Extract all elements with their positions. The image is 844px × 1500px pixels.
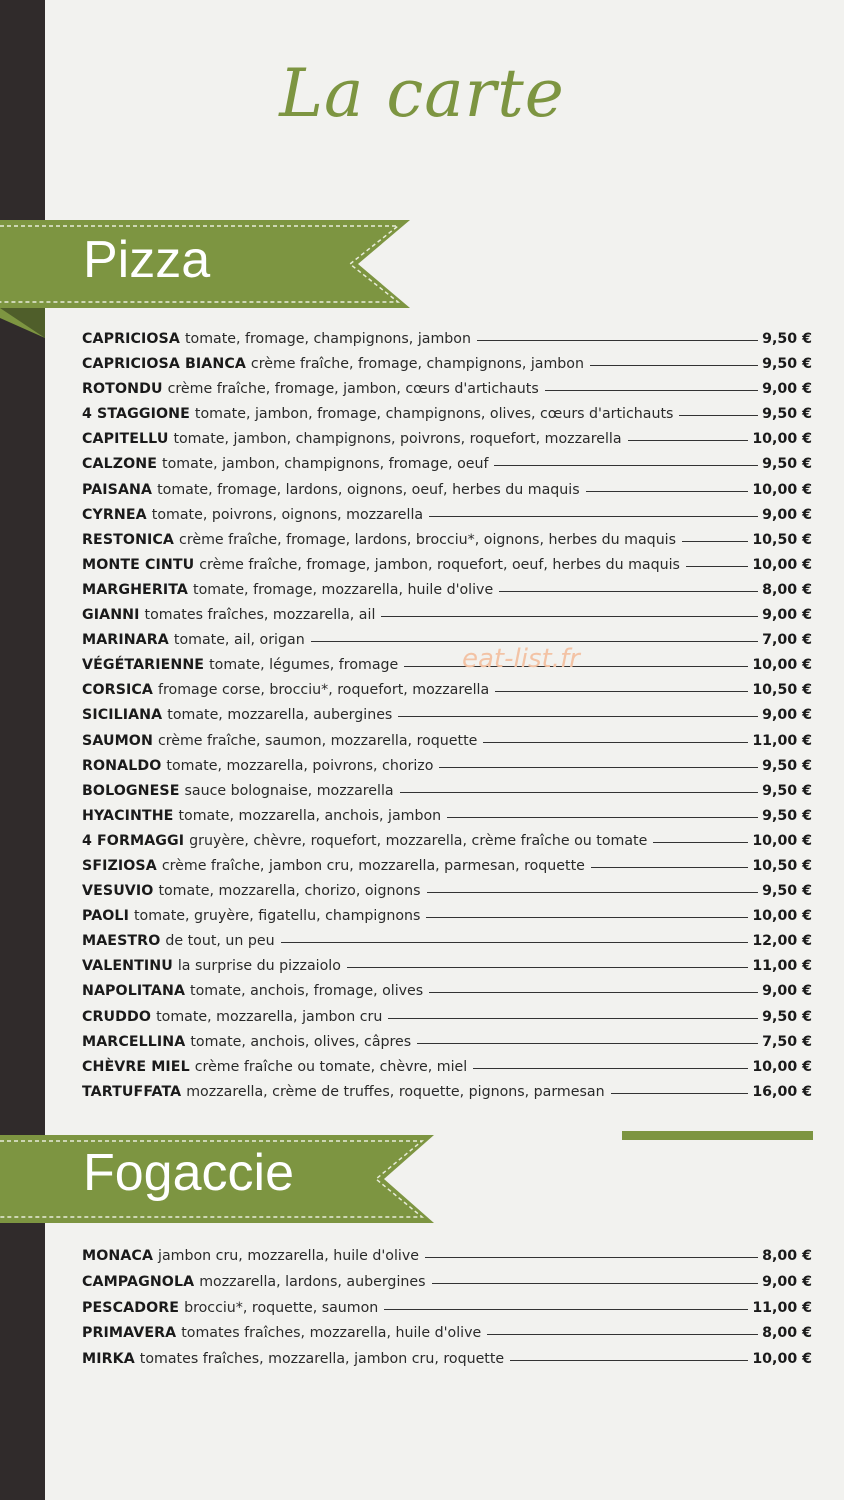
- leader-line: [483, 742, 748, 743]
- leader-line: [653, 842, 748, 843]
- item-description: tomate, légumes, fromage: [209, 657, 399, 674]
- menu-item: [82, 733, 812, 758]
- item-name: MAESTRO: [82, 933, 161, 950]
- item-name: CRUDDO: [82, 1008, 152, 1025]
- leader-line: [611, 1093, 749, 1094]
- pizza-menu-list: [82, 331, 812, 1109]
- menu-item: [82, 1009, 812, 1034]
- item-description: brocciu*, roquette, saumon: [184, 1299, 379, 1316]
- item-name: BOLOGNESE: [82, 782, 180, 799]
- item-price: 11,00 €: [752, 732, 812, 749]
- menu-item: [82, 1034, 812, 1059]
- item-description: tomate, gruyère, figatellu, champignons: [133, 908, 421, 925]
- menu-item: [82, 758, 812, 783]
- item-name: RESTONICA: [82, 531, 175, 548]
- item-name: VESUVIO: [82, 883, 154, 900]
- leader-line: [477, 340, 758, 341]
- item-description: crème fraîche, jambon cru, mozzarella, parmesan, roquette: [161, 857, 585, 874]
- item-name: VÉGÉTARIENNE: [82, 657, 205, 674]
- item-name: PRIMAVERA: [82, 1325, 177, 1342]
- item-name: 4 STAGGIONE: [82, 406, 190, 423]
- page-title: La carte: [279, 55, 565, 132]
- item-price: 9,50 €: [762, 356, 812, 373]
- item-name: CORSICA: [82, 682, 153, 699]
- item-description: crème fraîche ou tomate, chèvre, miel: [194, 1058, 468, 1075]
- item-price: 9,50 €: [762, 782, 812, 799]
- item-name: VALENTINU: [82, 958, 173, 975]
- menu-item: [82, 557, 812, 582]
- item-description: tomate, mozzarella, anchois, jambon: [178, 807, 442, 824]
- leader-line: [591, 867, 748, 868]
- item-description: tomates fraîches, mozzarella, ail: [144, 607, 376, 624]
- menu-item: [82, 431, 812, 456]
- item-description: tomate, ail, origan: [173, 632, 305, 649]
- item-price: 10,00 €: [752, 431, 812, 448]
- menu-item: [82, 507, 812, 532]
- menu-item: [82, 1274, 812, 1300]
- item-price: 8,00 €: [762, 1248, 812, 1264]
- item-price: 10,00 €: [752, 657, 812, 674]
- menu-item: [82, 657, 812, 682]
- leader-line: [417, 1043, 758, 1044]
- fogaccie-banner: [0, 1135, 436, 1225]
- item-description: tomate, poivrons, oignons, mozzarella: [151, 506, 424, 523]
- item-description: tomate, mozzarella, chorizo, oignons: [158, 883, 421, 900]
- item-name: SICILIANA: [82, 707, 163, 724]
- divider-line: [622, 1131, 813, 1140]
- watermark: eat-list.fr: [462, 644, 580, 674]
- menu-item: [82, 482, 812, 507]
- menu-item: [82, 958, 812, 983]
- leader-line: [686, 566, 748, 567]
- fogaccie-heading: Fogaccie: [83, 1144, 294, 1202]
- leader-line: [545, 390, 758, 391]
- leader-line: [384, 1309, 748, 1310]
- leader-line: [439, 767, 758, 768]
- leader-line: [487, 1334, 758, 1335]
- item-description: mozzarella, lardons, aubergines: [199, 1273, 426, 1290]
- item-price: 10,00 €: [752, 481, 812, 498]
- menu-item: [82, 783, 812, 808]
- leader-line: [510, 1360, 748, 1361]
- item-description: tomate, jambon, fromage, champignons, olives, cœurs d'artichauts: [194, 406, 674, 423]
- menu-item: [82, 983, 812, 1008]
- item-name: CYRNEA: [82, 506, 147, 523]
- leader-line: [586, 491, 749, 492]
- item-description: crème fraîche, saumon, mozzarella, roquette: [157, 732, 478, 749]
- leader-line: [429, 992, 758, 993]
- item-name: CAPITELLU: [82, 431, 169, 448]
- item-name: CAPRICIOSA: [82, 331, 180, 347]
- item-description: crème fraîche, fromage, lardons, brocciu*, oignons, herbes du maquis: [179, 531, 677, 548]
- item-name: SFIZIOSA: [82, 857, 157, 874]
- item-price: 8,00 €: [762, 1325, 812, 1342]
- menu-item: [82, 582, 812, 607]
- item-description: tomate, fromage, mozzarella, huile d'olive: [193, 581, 494, 598]
- menu-item: [82, 456, 812, 481]
- item-description: de tout, un peu: [165, 933, 275, 950]
- item-name: CAPRICIOSA BIANCA: [82, 356, 246, 373]
- item-price: 10,00 €: [752, 832, 812, 849]
- leader-line: [590, 365, 758, 366]
- leader-line: [447, 817, 758, 818]
- menu-item: [82, 406, 812, 431]
- item-description: crème fraîche, fromage, jambon, roquefort, oeuf, herbes du maquis: [199, 556, 680, 573]
- item-price: 9,00 €: [762, 506, 812, 523]
- item-name: MONTE CINTU: [82, 556, 195, 573]
- item-name: PAOLI: [82, 908, 129, 925]
- leader-line: [429, 516, 758, 517]
- item-description: tomate, anchois, fromage, olives: [190, 983, 424, 1000]
- menu-item: [82, 933, 812, 958]
- menu-item: [82, 607, 812, 632]
- item-description: tomate, jambon, champignons, fromage, oeuf: [162, 456, 489, 473]
- item-description: tomate, fromage, champignons, jambon: [184, 331, 471, 347]
- item-price: 10,00 €: [752, 1351, 812, 1368]
- item-description: tomates fraîches, mozzarella, huile d'olive: [181, 1325, 482, 1342]
- menu-item: [82, 908, 812, 933]
- item-price: 7,00 €: [762, 632, 812, 649]
- item-price: 9,50 €: [762, 1008, 812, 1025]
- item-price: 7,50 €: [762, 1033, 812, 1050]
- leader-line: [388, 1018, 758, 1019]
- leader-line: [347, 967, 748, 968]
- item-name: NAPOLITANA: [82, 983, 186, 1000]
- menu-item: [82, 833, 812, 858]
- item-price: 9,00 €: [762, 381, 812, 398]
- item-price: 10,00 €: [752, 1058, 812, 1075]
- menu-item: [82, 1325, 812, 1351]
- leader-line: [427, 892, 759, 893]
- item-price: 16,00 €: [752, 1083, 812, 1100]
- item-price: 10,50 €: [752, 531, 812, 548]
- item-description: tomate, jambon, champignons, poivrons, roquefort, mozzarella: [173, 431, 622, 448]
- item-name: PESCADORE: [82, 1299, 180, 1316]
- item-price: 10,50 €: [752, 857, 812, 874]
- pizza-heading: Pizza: [83, 231, 211, 289]
- menu-item: [82, 1248, 812, 1274]
- item-description: mozzarella, crème de truffes, roquette, pignons, parmesan: [186, 1083, 605, 1100]
- leader-line: [495, 691, 748, 692]
- item-name: CHÈVRE MIEL: [82, 1058, 190, 1075]
- leader-line: [400, 792, 759, 793]
- item-description: tomates fraîches, mozzarella, jambon cru, roquette: [139, 1351, 505, 1368]
- leader-line: [499, 591, 758, 592]
- item-price: 11,00 €: [752, 958, 812, 975]
- menu-item: [82, 532, 812, 557]
- menu-item: [82, 381, 812, 406]
- item-name: MARCELLINA: [82, 1033, 186, 1050]
- item-description: sauce bolognaise, mozzarella: [184, 782, 394, 799]
- leader-line: [398, 716, 758, 717]
- menu-item: [82, 707, 812, 732]
- item-name: RONALDO: [82, 757, 162, 774]
- menu-item: [82, 1059, 812, 1084]
- pizza-banner: [0, 220, 412, 338]
- item-name: MARGHERITA: [82, 581, 188, 598]
- leader-line: [682, 541, 748, 542]
- item-description: jambon cru, mozzarella, huile d'olive: [158, 1248, 419, 1264]
- menu-item: [82, 1351, 812, 1377]
- item-price: 9,50 €: [762, 456, 812, 473]
- item-description: tomate, mozzarella, jambon cru: [156, 1008, 383, 1025]
- item-price: 10,00 €: [752, 908, 812, 925]
- item-price: 10,50 €: [752, 682, 812, 699]
- item-name: CALZONE: [82, 456, 158, 473]
- item-name: MARINARA: [82, 632, 169, 649]
- leader-line: [425, 1257, 758, 1258]
- item-description: tomate, mozzarella, poivrons, chorizo: [166, 757, 434, 774]
- item-name: 4 FORMAGGI: [82, 832, 185, 849]
- item-name: CAMPAGNOLA: [82, 1273, 195, 1290]
- menu-item: [82, 682, 812, 707]
- item-description: la surprise du pizzaiolo: [177, 958, 341, 975]
- leader-line: [281, 942, 749, 943]
- item-price: 9,50 €: [762, 883, 812, 900]
- menu-item: [82, 1300, 812, 1326]
- leader-line: [628, 440, 749, 441]
- item-description: fromage corse, brocciu*, roquefort, mozzarella: [158, 682, 490, 699]
- item-description: gruyère, chèvre, roquefort, mozzarella, crème fraîche ou tomate: [189, 832, 648, 849]
- leader-line: [426, 917, 748, 918]
- item-name: MIRKA: [82, 1351, 135, 1368]
- item-price: 9,50 €: [762, 406, 812, 423]
- menu-item: [82, 1084, 812, 1109]
- item-name: GIANNI: [82, 607, 140, 624]
- item-description: tomate, anchois, olives, câpres: [190, 1033, 412, 1050]
- item-price: 10,00 €: [752, 556, 812, 573]
- item-name: HYACINTHE: [82, 807, 174, 824]
- item-name: TARTUFFATA: [82, 1083, 182, 1100]
- item-price: 9,00 €: [762, 707, 812, 724]
- item-price: 11,00 €: [752, 1299, 812, 1316]
- leader-line: [311, 641, 758, 642]
- menu-item: [82, 331, 812, 356]
- menu-item: [82, 858, 812, 883]
- item-price: 12,00 €: [752, 933, 812, 950]
- menu-item: [82, 356, 812, 381]
- menu-item: [82, 632, 812, 657]
- menu-item: [82, 808, 812, 833]
- item-name: MONACA: [82, 1248, 154, 1264]
- item-price: 9,00 €: [762, 607, 812, 624]
- item-description: tomate, mozzarella, aubergines: [167, 707, 393, 724]
- item-description: crème fraîche, fromage, jambon, cœurs d'artichauts: [167, 381, 539, 398]
- item-name: SAUMON: [82, 732, 153, 749]
- leader-line: [473, 1068, 748, 1069]
- item-price: 9,00 €: [762, 983, 812, 1000]
- item-price: 8,00 €: [762, 581, 812, 598]
- leader-line: [494, 465, 758, 466]
- leader-line: [679, 415, 758, 416]
- menu-item: [82, 883, 812, 908]
- item-name: ROTONDU: [82, 381, 163, 398]
- leader-line: [381, 616, 758, 617]
- item-price: 9,50 €: [762, 331, 812, 347]
- item-description: crème fraîche, fromage, champignons, jambon: [250, 356, 584, 373]
- item-name: PAISANA: [82, 481, 153, 498]
- item-price: 9,00 €: [762, 1273, 812, 1290]
- item-price: 9,50 €: [762, 757, 812, 774]
- item-price: 9,50 €: [762, 807, 812, 824]
- leader-line: [432, 1283, 759, 1284]
- fogaccie-menu-list: [82, 1248, 812, 1377]
- item-description: tomate, fromage, lardons, oignons, oeuf, herbes du maquis: [157, 481, 580, 498]
